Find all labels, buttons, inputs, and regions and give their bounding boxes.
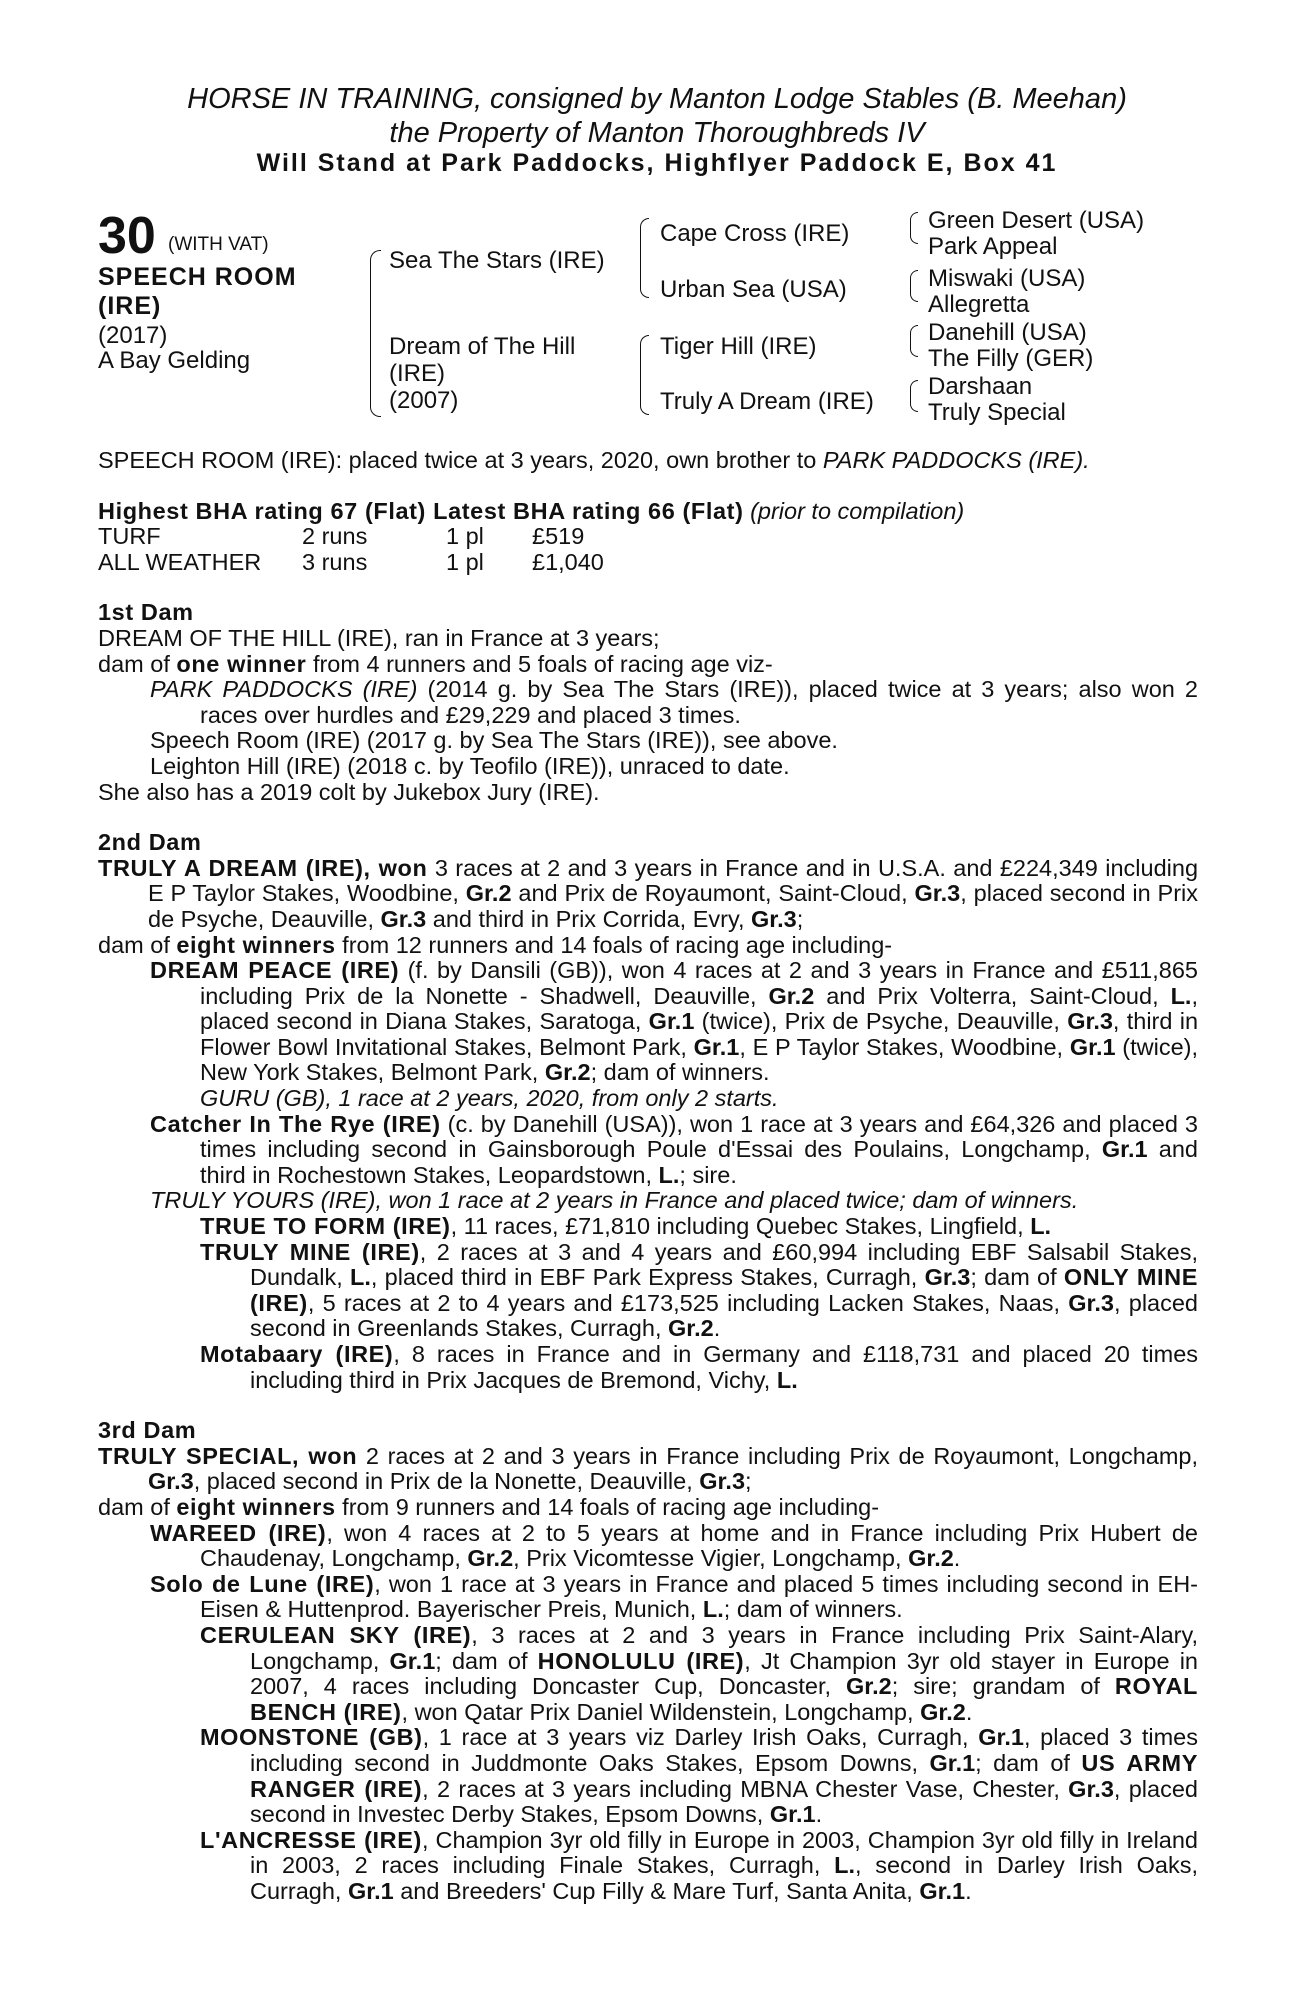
first-dam-note: She also has a 2019 colt by Jukebox Jury (IRE).	[98, 778, 600, 805]
pedigree-dds: Darshaan	[928, 373, 1033, 400]
ratings-line: Highest BHA rating 67 (Flat) Latest BHA rating 66 (Flat) (prior to compilation)	[98, 497, 965, 524]
produce-true-to-form: TRUE TO FORM (IRE), 11 races, £71,810 including Quebec Stakes, Lingfield, L.	[200, 1213, 1052, 1240]
second-dam-produce: dam of eight winners from 12 runners and 14 foals of racing age including-	[98, 931, 893, 958]
produce-moonstone: MOONSTONE (GB), 1 race at 3 years viz Darley Irish Oaks, Curragh, Gr.1, placed 3 times including second in Juddmonte Oaks Stakes, Epsom Downs, Gr.1; dam of US ARMY RANGER (IRE), 2 races at 3 years including MBNA Chester Vase, Chester, Gr.3, placed second in Investec Derby Stakes, Epsom Downs, Gr.1.	[200, 1724, 1198, 1828]
pedigree-sire-dam: Urban Sea (USA)	[660, 276, 847, 303]
pedigree-brace	[910, 212, 918, 244]
pedigree-sds: Miswaki (USA)	[928, 265, 1086, 292]
foaling-year: (2017)	[98, 322, 168, 349]
produce-speech-room: Speech Room (IRE) (2017 g. by Sea The Stars (IRE)), see above.	[150, 727, 838, 754]
pedigree-brace	[910, 325, 918, 357]
pedigree-sdd: Allegretta	[928, 291, 1030, 318]
pedigree-brace	[910, 380, 918, 412]
pedigree-brace	[640, 335, 649, 415]
pedigree-dsd: The Filly (GER)	[928, 345, 1094, 372]
pedigree-sire: Sea The Stars (IRE)	[389, 247, 605, 274]
horse-name: SPEECH ROOM	[98, 263, 297, 291]
produce-truly-mine: TRULY MINE (IRE), 2 races at 3 and 4 years and £60,994 including EBF Salsabil Stakes, Dundalk, L., placed third in EBF Park Express Stakes, Curragh, Gr.3; dam of ONLY MINE (IRE), 5 races at 2 to 4 years and £173,525 including Lacken Stakes, Naas, Gr.3, placed second in Greenlands Stakes, Curragh, Gr.2.	[200, 1238, 1198, 1342]
pedigree-dam-year: (2007)	[389, 387, 459, 414]
pedigree-sire-sire: Cape Cross (IRE)	[660, 220, 850, 247]
ratings-row-turf: TURF 2 runs 1 pl £519	[98, 523, 585, 550]
produce-park-paddocks: PARK PADDOCKS (IRE) (2014 g. by Sea The Stars (IRE)), placed twice at 3 years; also won 2 races over hurdles and £29,229 and placed 3 times.	[150, 676, 1198, 728]
header-consignor: HORSE IN TRAINING, consigned by Manton Lodge Stables (B. Meehan)	[187, 83, 1127, 115]
horse-description: A Bay Gelding	[98, 347, 251, 374]
produce-dream-peace: DREAM PEACE (IRE) (f. by Dansili (GB)), won 4 races at 2 and 3 years in France and £511,865 including Prix de la Nonette - Shadwell, Deauville, Gr.2 and Prix Volterra, Saint-Cloud, L., placed second in Diana Stakes, Saratoga, Gr.1 (twice), Prix de Psyche, Deauville, Gr.3, third in Flower Bowl Invitational Stakes, Belmont Park, Gr.1, E P Taylor Stakes, Woodbine, Gr.1 (twice), New York Stakes, Belmont Park, Gr.2; dam of winners.	[150, 957, 1199, 1086]
pedigree-dam-dam: Truly A Dream (IRE)	[660, 388, 874, 415]
second-dam-heading: 2nd Dam	[98, 829, 202, 856]
ratings-row-all-weather: ALL WEATHER 3 runs 1 pl £1,040	[98, 548, 604, 575]
horse-origin: (IRE)	[98, 292, 162, 320]
produce-leighton-hill: Leighton Hill (IRE) (2018 c. by Teofilo (IRE)), unraced to date.	[150, 752, 790, 779]
third-dam-produce: dam of eight winners from 9 runners and 14 foals of racing age including-	[98, 1493, 880, 1520]
produce-cerulean-sky: CERULEAN SKY (IRE), 3 races at 2 and 3 years in France including Prix Saint-Alary, Longchamp, Gr.1; dam of HONOLULU (IRE), Jt Champion 3yr old stayer in Europe in 2007, 4 races including Doncaster Cup, Doncaster, Gr.2; sire; grandam of ROYAL BENCH (IRE), won Qatar Prix Daniel Wildenstein, Longchamp, Gr.2.	[200, 1621, 1198, 1725]
pedigree-ssd: Park Appeal	[928, 233, 1058, 260]
pedigree-sss: Green Desert (USA)	[928, 207, 1145, 234]
pedigree-dam-origin: (IRE)	[389, 360, 445, 387]
produce-solo-de-lune: Solo de Lune (IRE), won 1 race at 3 years in France and placed 5 times including second in EH-Eisen & Huttenprod. Bayerischer Preis, Munich, L.; dam of winners.	[150, 1570, 1198, 1623]
pedigree-dam-sire: Tiger Hill (IRE)	[660, 333, 817, 360]
third-dam-heading: 3rd Dam	[98, 1417, 197, 1444]
pedigree-brace	[640, 218, 649, 298]
produce-truly-yours: TRULY YOURS (IRE), won 1 race at 2 years in France and placed twice; dam of winners.	[150, 1187, 1079, 1214]
summary-line: SPEECH ROOM (IRE): placed twice at 3 years, 2020, own brother to PARK PADDOCKS (IRE).	[98, 447, 1090, 473]
produce-wareed: WAREED (IRE), won 4 races at 2 to 5 years at home and in France including Prix Hubert de Chaudenay, Longchamp, Gr.2, Prix Vicomtesse Vigier, Longchamp, Gr.2.	[150, 1519, 1198, 1572]
produce-motabaary: Motabaary (IRE), 8 races in France and in Germany and £118,731 and placed 20 times including third in Prix Jacques de Bremond, Vichy, L.	[200, 1341, 1199, 1393]
produce-lancresse: L'ANCRESSE (IRE), Champion 3yr old filly in Europe in 2003, Champion 3yr old filly in Ireland in 2003, 2 races including Finale Stakes, Curragh, L., second in Darley Irish Oaks, Curragh, Gr.1 and Breeders' Cup Filly & Mare Turf, Santa Anita, Gr.1.	[200, 1826, 1199, 1904]
first-dam-produce: dam of one winner from 4 runners and 5 foals of racing age viz-	[98, 650, 773, 677]
third-dam-record: TRULY SPECIAL, won 2 races at 2 and 3 years in France including Prix de Royaumont, Longchamp, Gr.3, placed second in Prix de la Nonette, Deauville, Gr.3;	[98, 1442, 1199, 1495]
produce-catcher-in-the-rye: Catcher In The Rye (IRE) (c. by Danehill (USA)), won 1 race at 3 years and £64,326 and placed 3 times including second in Gainsborough Poule d'Essai des Poulains, Longchamp, Gr.1 and third in Rochestown Stakes, Leopardstown, L.; sire.	[150, 1110, 1198, 1188]
pedigree-brace	[370, 250, 381, 417]
pedigree-brace	[910, 270, 918, 302]
first-dam-heading: 1st Dam	[98, 599, 194, 626]
vat-note: (WITH VAT)	[168, 234, 269, 255]
catalogue-body	[98, 448, 1198, 1904]
produce-guru: GURU (GB), 1 race at 2 years, 2020, from only 2 starts.	[200, 1085, 779, 1112]
second-dam-record: TRULY A DREAM (IRE), won 3 races at 2 and 3 years in France and in U.S.A. and £224,349 including E P Taylor Stakes, Woodbine, Gr.2 and Prix de Royaumont, Saint-Cloud, Gr.3, placed second in Prix de Psyche, Deauville, Gr.3 and third in Prix Corrida, Evry, Gr.3;	[98, 854, 1199, 932]
lot-number: 30	[98, 207, 156, 265]
header-location: Will Stand at Park Paddocks, Highflyer Paddock E, Box 41	[256, 149, 1058, 177]
pedigree-dss: Danehill (USA)	[928, 319, 1087, 346]
first-dam-line: DREAM OF THE HILL (IRE), ran in France at 3 years;	[98, 624, 660, 651]
pedigree-dam: Dream of The Hill	[389, 333, 576, 360]
pedigree-ddd: Truly Special	[928, 399, 1066, 426]
header-owner: the Property of Manton Thoroughbreds IV	[389, 117, 925, 149]
